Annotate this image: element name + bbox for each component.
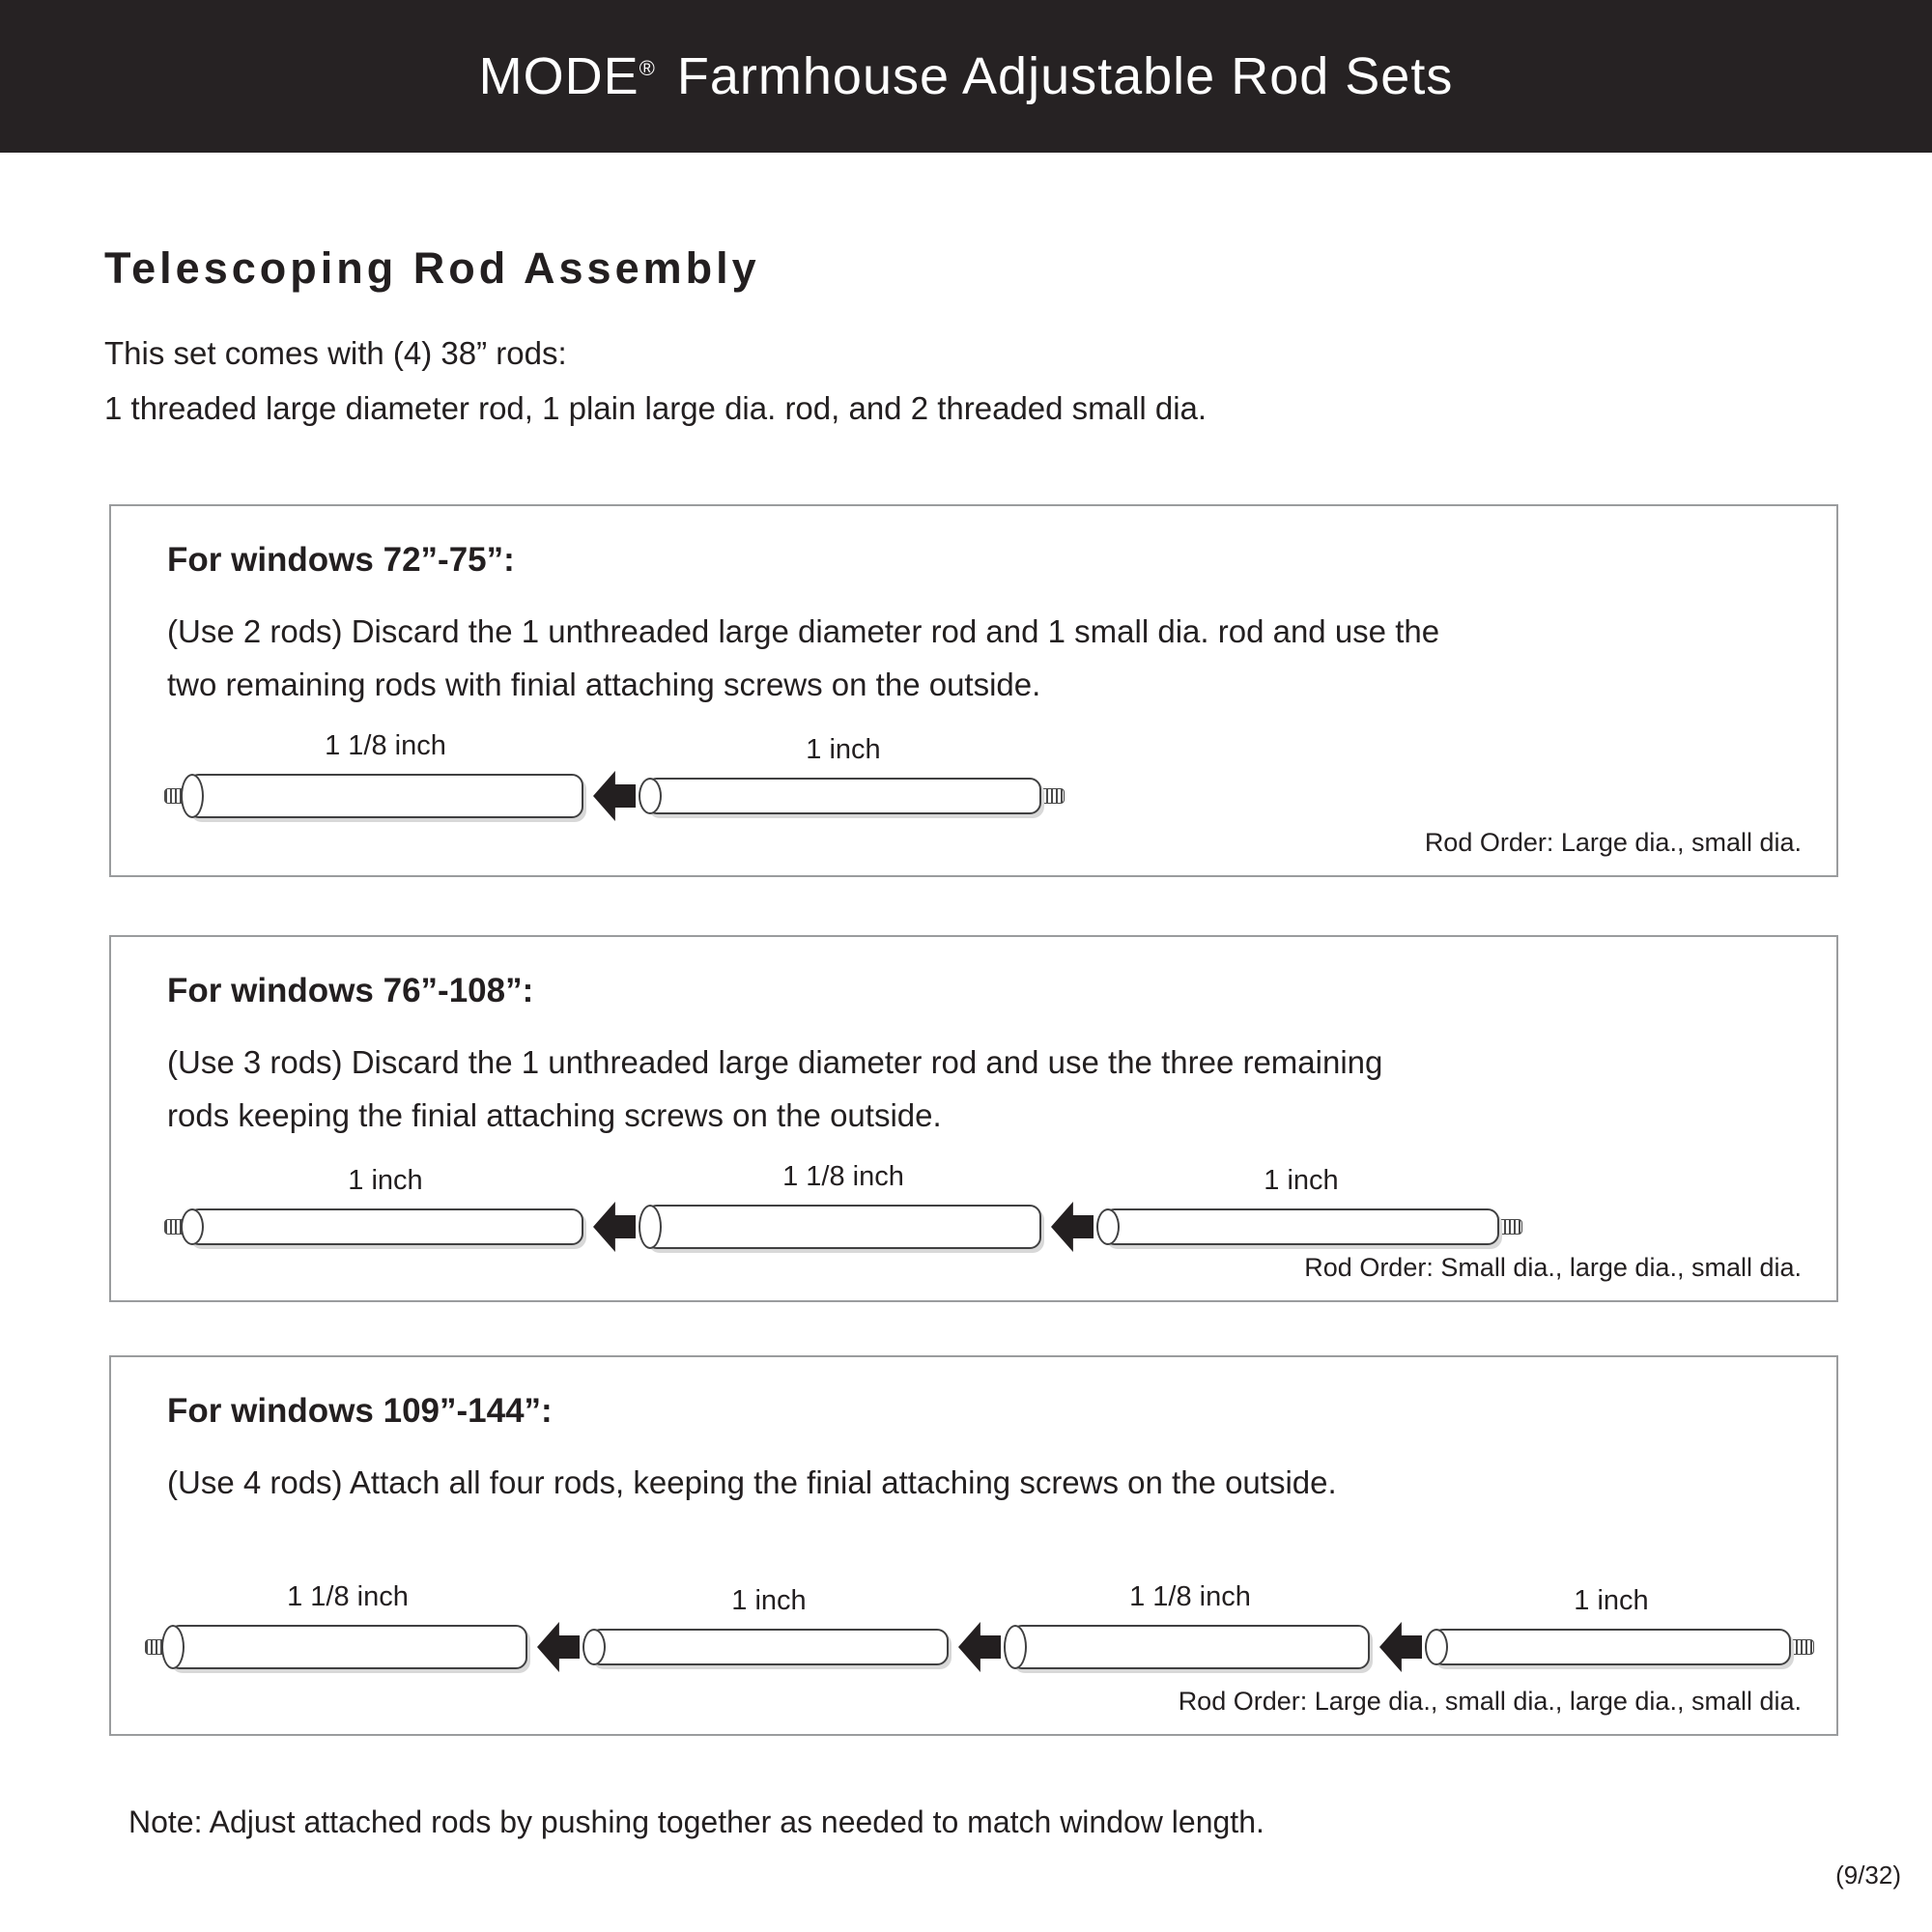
rod-order-caption: Rod Order: Large dia., small dia. (1424, 828, 1802, 857)
rod-assembly-diagram (164, 730, 1065, 849)
left-arrow-icon (958, 1622, 1001, 1672)
header-bar (0, 0, 1932, 153)
box-body-line: (Use 4 rods) Attach all four rods, keeping the finial attaching screws on the outside. (167, 1464, 1337, 1500)
intro-line-2: 1 threaded large diameter rod, 1 plain large dia. rod, and 2 threaded small dia. (104, 389, 1208, 426)
box-body-line: (Use 2 rods) Discard the 1 unthreaded large diameter rod and 1 small dia. rod and use the (167, 613, 1440, 649)
box-body (167, 605, 1769, 712)
box-body-line: rods keeping the finial attaching screws on the outside. (167, 1097, 942, 1134)
box-body (167, 1036, 1769, 1143)
rod-diameter-label: 1 inch (806, 734, 881, 765)
left-arrow-icon (593, 1202, 636, 1252)
intro-line-1: This set comes with (4) 38” rods: (104, 335, 567, 371)
box-title: For windows 76”-108”: (167, 972, 534, 1009)
rod-diameter-label: 1 inch (1264, 1165, 1339, 1196)
rod-order-caption: Rod Order: Small dia., large dia., small dia. (1304, 1253, 1802, 1282)
rod-order-caption: Rod Order: Large dia., small dia., large dia., small dia. (1178, 1687, 1802, 1716)
rod-small-diameter-graphic (1432, 1585, 1791, 1665)
rod-assembly-diagram (145, 1581, 1814, 1700)
left-arrow-icon (593, 771, 636, 821)
rod-large-diameter-graphic (168, 1581, 527, 1669)
left-arrow-icon (1051, 1202, 1094, 1252)
rod-diameter-label: 1 1/8 inch (782, 1161, 904, 1192)
page-number: (9/32) (1835, 1861, 1901, 1889)
rod-large-diameter-graphic (1010, 1581, 1370, 1669)
instruction-box-76-108 (109, 935, 1838, 1302)
rod-small-diameter-graphic (187, 1165, 583, 1245)
box-title: For windows 109”-144”: (167, 1392, 553, 1430)
rod-diameter-label: 1 1/8 inch (287, 1581, 409, 1612)
page-title (479, 46, 1454, 106)
rod-diameter-label: 1 1/8 inch (325, 730, 446, 761)
instruction-box-72-75 (109, 504, 1838, 877)
box-body (167, 1456, 1769, 1509)
brand-name: MODE (478, 47, 639, 105)
rod-large-diameter-graphic (187, 730, 583, 818)
box-title: For windows 72”-75”: (167, 541, 515, 579)
left-arrow-icon (1379, 1622, 1422, 1672)
left-arrow-icon (537, 1622, 580, 1672)
rod-diameter-label: 1 inch (731, 1585, 807, 1616)
instruction-box-109-144 (109, 1355, 1838, 1736)
rod-diameter-label: 1 inch (1574, 1585, 1649, 1616)
rod-large-diameter-graphic (645, 1161, 1041, 1249)
rod-small-diameter-graphic (645, 734, 1041, 814)
section-heading: Telescoping Rod Assembly (104, 243, 760, 293)
rod-small-diameter-graphic (589, 1585, 949, 1665)
registered-trademark-symbol: ® (639, 56, 656, 80)
page-title-rest: Farmhouse Adjustable Rod Sets (661, 47, 1454, 105)
box-body-line: (Use 3 rods) Discard the 1 unthreaded large diameter rod and use the three remaining (167, 1044, 1383, 1080)
footer-note: Note: Adjust attached rods by pushing together as needed to match window length. (128, 1804, 1264, 1839)
intro-text (104, 327, 1207, 437)
rod-diameter-label: 1 1/8 inch (1129, 1581, 1251, 1612)
rod-diameter-label: 1 inch (348, 1165, 423, 1196)
rod-small-diameter-graphic (1103, 1165, 1499, 1245)
box-body-line: two remaining rods with finial attaching screws on the outside. (167, 667, 1041, 703)
